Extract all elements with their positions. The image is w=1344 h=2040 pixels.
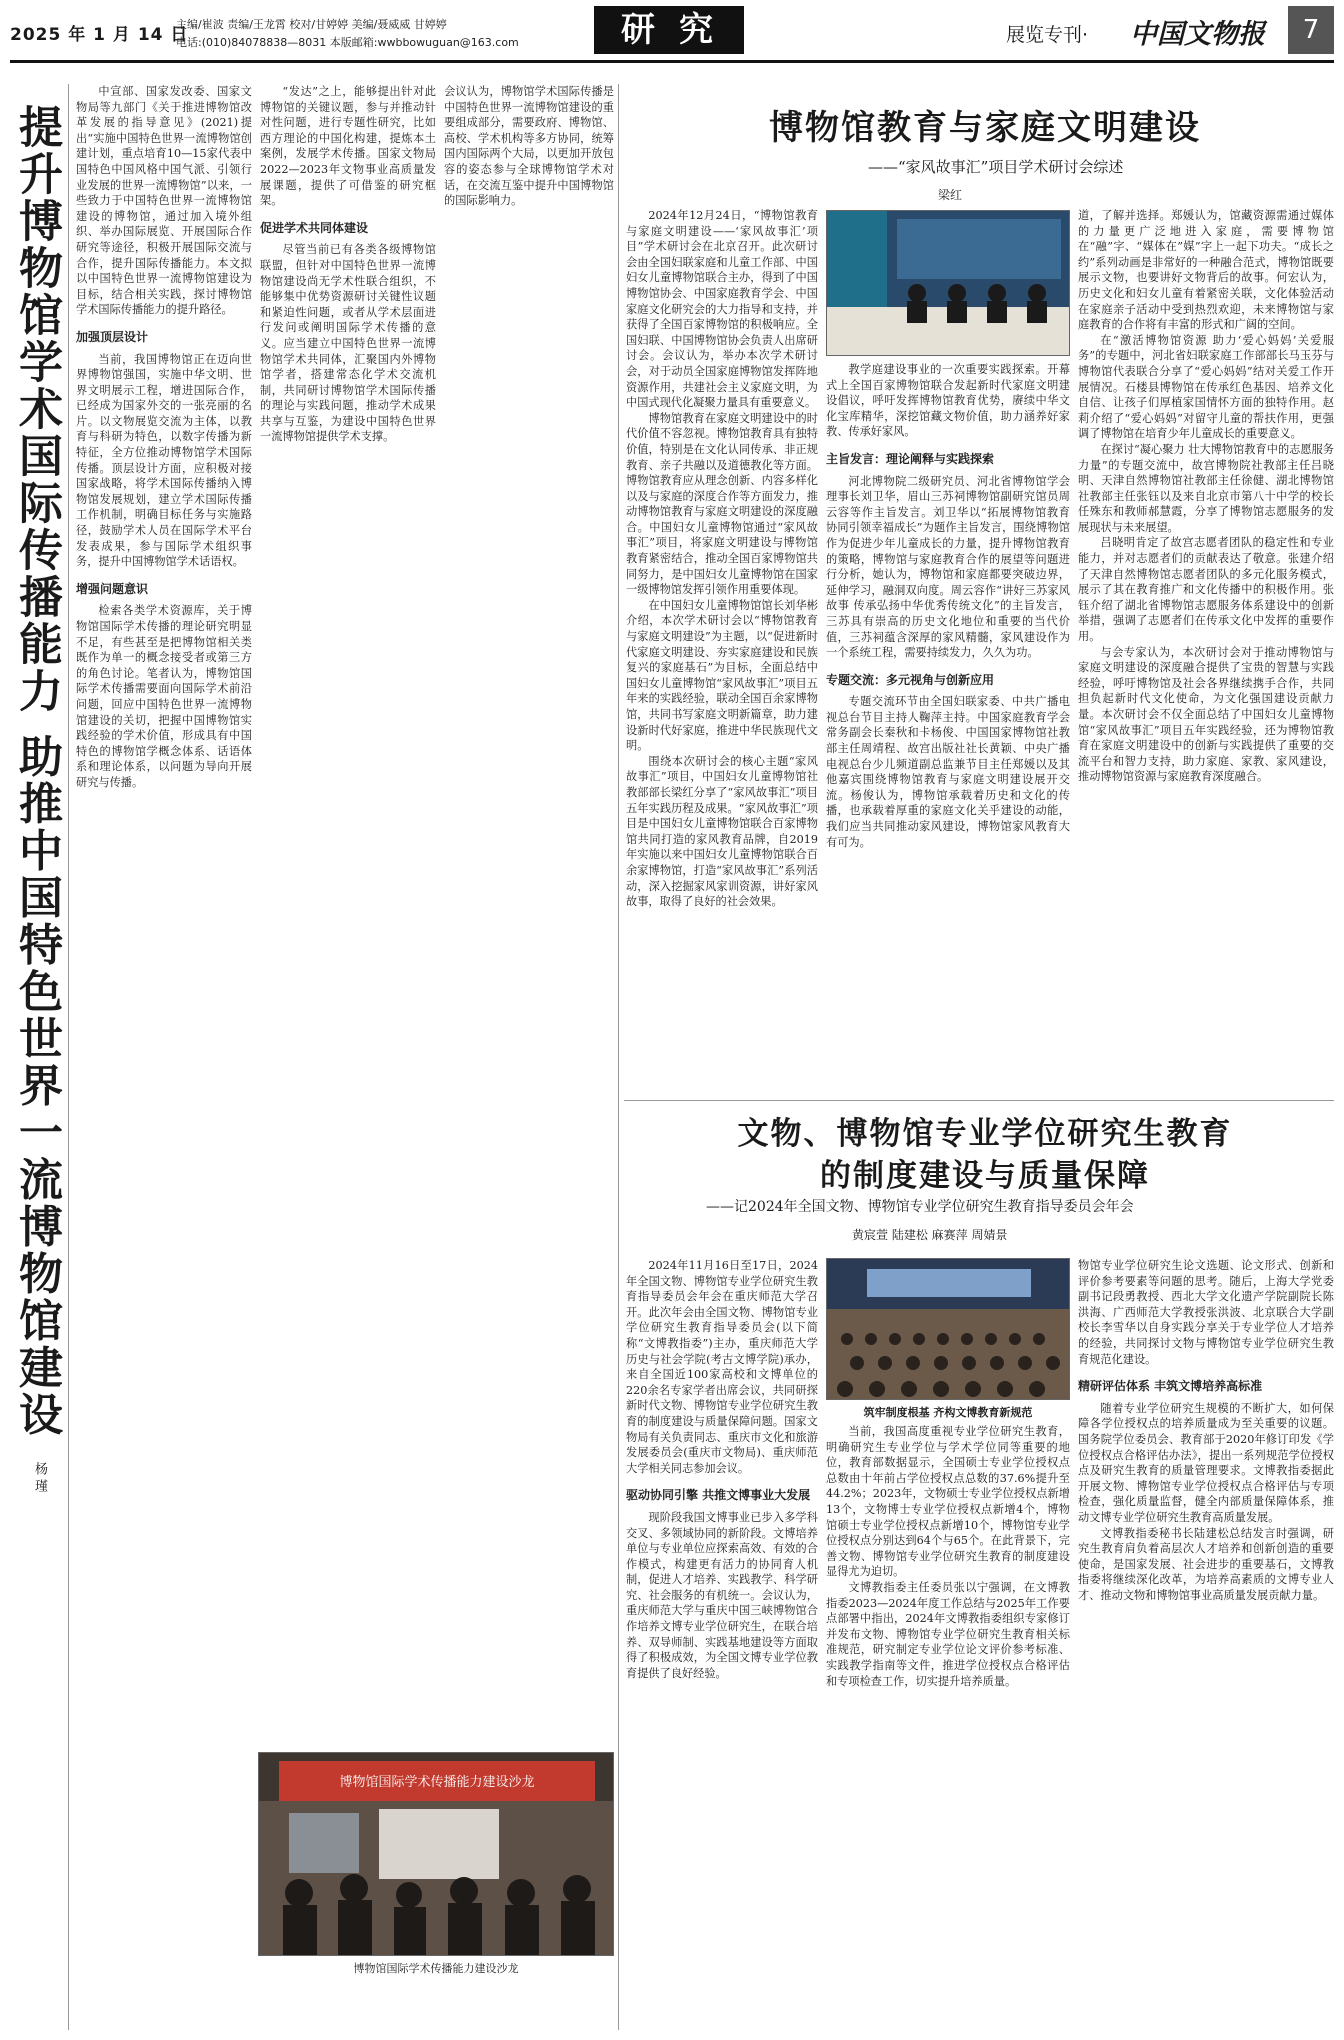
- article1-body-1: 当前，我国博物馆正在迈向世界博物馆强国，实施中华文明、世界文明展示工程，增进国际合作，已经成为国家外交的一张亮丽的名片。以文物展览交流为主体，以教育与科研为特色，以数字传播为新特征，全方位推动博物馆学术国际传播。顶层设计方面，应积极对接国家战略，将学术国际传播纳入博物馆发展规划，建立学术国际传播工作机制，明确目标任务与实施路径，鼓励学术人员在国际学术平台发表成果，参与国际学术组织事务，提升中国博物馆学术话语权。: [76, 352, 252, 569]
- article3-heading-1: 驱动协同引擎 共推文博事业大发展: [626, 1488, 811, 1503]
- column-divider: [618, 84, 619, 2030]
- article2-body-7: 专题交流环节由全国妇联家委、中共广播电视总台节目主持人鞠萍主持。中国家庭教育学会常务副会长秦秋和卡杨俊、中国国家博物馆社教部主任周靖程、故宫出版社社长黄颖、中央广播电视总台少儿频道副总监兼节目主任郑媛以及其他嘉宾围绕博物馆教育与家庭文明建设展开交流。杨俊认为，博物馆承载着历史和文化的传播，也承载着厚重的家庭文化关乎建设的动能，我们应当共同推动家风建设，博物馆家风教育大有可为。: [826, 695, 1070, 849]
- page-header: [0, 0, 1344, 62]
- article3-column-1: [626, 1258, 818, 1958]
- article1-column-1: [76, 84, 252, 1746]
- article1-body-3-cont: 会议认为，博物馆学术国际传播是中国特色世界一流博物馆建设的重要组成部分，需要政府、博物馆、高校、学术机构等多方协同，统筹国内国际两个大局，以更加开放包容的姿态参与全球博物馆学术对话，在交流互鉴中提升中国博物馆的国际影响力。: [444, 85, 614, 208]
- article3-photo-caption: 筑牢制度根基 齐构文博教育新规范: [863, 1406, 1033, 1419]
- article3-column-3: [1078, 1258, 1334, 1958]
- article3-column-2: [826, 1424, 1070, 1958]
- article2-column-1: [626, 208, 818, 1092]
- article2-body-2: 博物馆教育在家庭文明建设中的时代价值不容忽视。博物馆教育具有独特价值，特别是在文化认同传承、非正规教育、亲子共融以及道德教化等方面。博物馆教育应从理念创新、内容多样化以及与家庭的深度合作等方面发力，推动博物馆教育与家庭文明建设的深度融合。中国妇女儿童博物馆通过“家风故事汇”项目，将家庭文明建设与博物馆教育紧密结合，推动全国百家博物馆共同努力，是中国妇女儿童博物馆在国家一级博物馆发挥引领作用重要体现。: [626, 411, 818, 597]
- article2-body-1: 2024年12月24日，“博物馆教育与家庭文明建设——‘家风故事汇’项目”学术研讨会在北京召开。此次研讨会由全国妇联家庭和儿童工作部、中国妇女儿童博物馆联合主办，得到了中国博物馆协会、中国家庭教育学会、中国家庭文化研究会的大力指导和支持，并获得了全国百家博物馆的积极响应。全国妇联、中国博物馆协会负责人出席研讨会。会议认为，举办本次学术研讨会，对于动员全国家庭博物馆发挥阵地资源作用，共建社会主义家庭文明，为中国式现代化凝聚力量具有重要意义。: [626, 209, 818, 410]
- article2-photo: [826, 210, 1070, 356]
- header-rule: [10, 60, 1334, 63]
- article1-body-2: 检索各类学术资源库，关于博物馆国际学术传播的理论研究明显不足，有些甚至是把博物馆相关类既作为单一的概念接受者或第三方的角色讨论。笔者认为，博物馆国际学术传播需要面向国际学术前沿问题，回应中国特色世界一流博物馆建设的关切，把握中国博物馆实践经验的学术价值，形成具有中国特色的博物馆学概念体系、话语体系和理论体系，以问题为导向开展研究与传播。: [76, 604, 252, 789]
- article-divider: [624, 1100, 1334, 1101]
- article1-title: 提升博物馆学术国际传播能力 助推中国特色世界一流博物馆建设: [11, 104, 62, 1439]
- seminar-photo-illustration: [827, 211, 1070, 356]
- page-number: 7: [1288, 6, 1334, 54]
- article3-body-3: 当前，我国高度重视专业学位研究生教育，明确研究生专业学位与学术学位同等重要的地位，教育部数据显示，全国硕士专业学位授权点总数由十年前占学位授权点总数的37.6%提升至44.2%；2023年，文物硕士专业学位授权点新增13个，文物博士专业学位授权点新增4个，博物馆硕士专业学位授权点新增10个，博物馆专业学位授权点分别达到64个与65个。在此背景下，完善文物、博物馆专业学位研究生教育的制度建设显得尤为迫切。: [826, 1425, 1070, 1579]
- article2-body-11: 吕晓明肯定了故宫志愿者团队的稳定性和专业能力，并对志愿者们的贡献表达了敬意。张建介绍了天津自然博物馆志愿者团队的多元化服务模式，展示了其在教育推广和文化传播中的积极作用。张钰介绍了湖北省博物馆志愿服务体系建设中的创新举措，强调了志愿者们在传承文化中发挥的重要作用。: [1078, 536, 1334, 644]
- article2-body-5: 教学庭建设事业的一次重要实践探索。开幕式上全国百家博物馆联合发起新时代家庭文明建设倡议，呼吁发挥博物馆教育优势，赓续中华文化宝库精华，深挖馆藏文物价值，助力涵养好家教、传承好家风。: [826, 363, 1070, 439]
- photo-banner-text: 博物馆国际学术传播能力建设沙龙: [339, 1775, 535, 1790]
- article1-column-3: [444, 84, 614, 1746]
- article3-body-5: 物馆专业学位研究生论文选题、论文形式、创新和评价参考要素等问题的思考。随后，上海大学党委副书记段勇教授、西北大学文化遗产学院副院长陈洪海、广西师范大学教授张洪波、北京联合大学副校长李雪华以自身实践分享关于专业学位人才培养的经验，共同探讨文物与博物馆专业学位研究生教育规范化建设。: [1078, 1259, 1334, 1366]
- article1-heading-2: 增强问题意识: [76, 581, 149, 596]
- column-name: 展览专刊·: [1006, 24, 1089, 46]
- article1-heading-3: 促进学术共同体建设: [260, 220, 369, 235]
- article1-photo: [258, 1752, 614, 1956]
- article2-heading-2: 专题交流：多元视角与创新应用: [826, 672, 995, 687]
- article2-body-9: 在“激活博物馆资源 助力‘爱心妈妈’关爱服务”的专题中，河北省妇联家庭工作部部长马玉芬与博物馆代表联合分享了“爱心妈妈”结对关爱工作开展情况。石楼县博物馆在传承红色基因、培养文化自信、让孩子们厚植家国情怀方面的独特作用。赵莉介绍了“爱心妈妈”对留守儿童的帮扶作用，更强调了博物馆在培育少年儿童成长的重要意义。: [1078, 333, 1334, 441]
- article3-photo: [826, 1258, 1070, 1400]
- article1-intro: 中宣部、国家发改委、国家文物局等九部门《关于推进博物馆改革发展的指导意见》(2021)提出“实施中国特色世界一流博物馆创建计划，重点培育10—15家代表中国特色中国风格中国气派、引领行业发展的世界一流博物馆”以来，一些致力于中国特色世界一流博物馆建设的博物馆，通过加入境外组织、举办国际展览、开展国际合作研究等途径，积极开展国际交流与合作，提升国际传播能力。本文拟以中国特色世界一流博物馆建设为目标，结合相关实践，探讨博物馆学术国际传播能力的提升路径。: [76, 85, 252, 317]
- staff-line-2: 电话:(010)84078838—8031 本版邮箱:wwbbowuguan@163.com: [176, 36, 519, 49]
- article2-body-6: 河北博物院二级研究员、河北省博物馆学会理事长刘卫华，眉山三苏祠博物馆副研究馆员周云容等作主旨发言。刘卫华以“拓展博物馆教育 协同引领幸福成长”为题作主旨发言，围绕博物馆作为促进少年儿童成长的力量，提升博物馆教育的策略，博物馆与家庭教育合作的展望等问题进行分析，她认为，博物馆和家庭都要突破边界，延伸学习，融洞双向度。周云容作“讲好三苏家风故事 传承弘扬中华优秀传统文化”的主旨发言，三苏具有崇高的历史文化地位和重要的当代价值，三苏祠蕴含深厚的家风精髓，家风建设作为一个系统工程，需要持续发力，久久为功。: [826, 474, 1070, 660]
- article3-subtitle: ——记2024年全国文物、博物馆专业学位研究生教育指导委员会年会: [706, 1199, 1134, 1215]
- article1-photo-caption: 博物馆国际学术传播能力建设沙龙: [353, 1962, 519, 1975]
- article2-body-3: 在中国妇女儿童博物馆馆长刘华彬介绍，本次学术研讨会以“博物馆教育与家庭文明建设”为主题，以“促进新时代家庭文明建设、夯实家庭建设和民族复兴的家庭基石”为目标，全面总结中国妇女儿童博物馆“家风故事汇”项目五年来的实践经验，联动全国百余家博物馆，共同书写家庭文明新篇章，助力建设新时代好家庭，推进中华民族现代文明。: [626, 598, 818, 753]
- article2-column-3: [1078, 208, 1334, 1092]
- article2-column-2: [826, 362, 1070, 1092]
- salon-photo-illustration: [259, 1753, 614, 1956]
- article1-heading-1: 加强顶层设计: [76, 329, 149, 344]
- article1-body-3: “发达”之上，能够提出针对此博物馆的关键议题，参与并推动针对性问题，进行专题性研究，比如西方理论的中国化构建，提炼本土案例，发展学术传播。国家文物局2022—2023年文物事业高质量发展课题，提供了可借鉴的研究框架。: [260, 85, 436, 208]
- article2-subtitle: ——“家风故事汇”项目学术研讨会综述: [868, 158, 1124, 176]
- article2-body-10: 在探讨“凝心聚力 壮大博物馆教育中的志愿服务力量”的专题交流中，故宫博物院社教部主任吕晓明、天津自然博物馆社教部主任徐健、湖北博物馆社教部主任张钰以及来自北京市第八十中学的校长任殊东和教师郝慧霞，分享了博物馆志愿服务的发展现状与未来展望。: [1078, 442, 1334, 534]
- article2-heading-1: 主旨发言：理论阐释与实践探索: [826, 451, 995, 466]
- conference-photo-illustration: [827, 1259, 1070, 1400]
- article3-title-line-1: 文物、博物馆专业学位研究生教育: [737, 1116, 1233, 1152]
- article3-body-4: 文博教指委主任委员张以宁强调，在文博教指委2023—2024年度工作总结与2025年工作要点部署中指出，2024年文博教指委组织专家修订并发布文物、博物馆专业学位研究生教育相关标准规范，研究制定专业学位论文评价参考标准、实践教学指南等文件，推进学位授权点合格评估和专项检查工作，切实提升培养质量。: [826, 1580, 1070, 1688]
- newspaper-logo: 中国文物报: [1130, 19, 1265, 50]
- article3-body-1: 2024年11月16日至17日，2024年全国文物、博物馆专业学位研究生教育指导委员会年会在重庆师范大学召开。此次年会由全国文物、博物馆专业学位研究生教育指导委员会(以下简称“文博教指委”)主办，重庆师范大学历史与社会学院(考古文博学院)承办，来自全国近100家高校和文博单位的220余名专家学者出席会议，共同研探新时代文物、博物馆专业学位研究生教育的制度建设与质量保障问题。国家文物局有关负责同志、重庆市文化和旅游发展委员会(重庆市文物局)、重庆师范大学相关同志参加会议。: [626, 1259, 818, 1475]
- article3-heading-2: 精研评估体系 丰筑文博培养高标准: [1078, 1379, 1263, 1394]
- column-divider: [68, 84, 69, 2030]
- article2-author: 梁红: [938, 188, 963, 202]
- article3-body-2: 现阶段我国文博事业已步入多学科交叉、多领域协同的新阶段。文博培养单位与专业单位应探索高效、有效的合作模式，构建更有活力的协同育人机制，促进人才培养、实践教学、科学研究、社会服务的有机统一。会议认为，重庆师范大学与重庆中国三峡博物馆合作培养文博专业学位研究生，在联合培养、双导师制、实践基地建设等方面取得了积极成效，为全国文博专业学位教育提供了良好经验。: [626, 1510, 818, 1680]
- issue-date: 2025 年 1 月 14 日: [10, 25, 189, 45]
- article2-title: 博物馆教育与家庭文明建设: [769, 108, 1201, 148]
- article2-body-8: 道，了解并选择。郑媛认为，馆藏资源需通过媒体的力量更广泛地进入家庭，需要博物馆在“融”字、“媒体在”媒”字上一起下功夫。“成长之约”系列动画是非常好的一种融合范式，博物馆既要展示文物，也要讲好文物背后的故事。何宏认为，历史文化和妇女儿童有着紧密关联，文化体验活动在家庭亲子活动中受到热烈欢迎，未来博物馆与家庭教育的合作将有丰富的形式和广阔的空间。: [1078, 209, 1334, 332]
- article1-body-4: 尽管当前已有各类各级博物馆联盟，但针对中国特色世界一流博物馆建设尚无学术性联合组织，不能够集中优势资源研讨关键性议题和紧迫性问题，或者从学术层面进行发问或阐明国际学术传播的意义。应当建立中国特色世界一流博物馆学术共同体，汇聚国内外博物馆学者，搭建常态化学术交流机制，共同研讨博物馆学术国际传播的理论与实践问题，推动学术成果共享与互鉴，为建设中国特色世界一流博物馆提供学术支撑。: [260, 243, 436, 444]
- article2-body-12: 与会专家认为，本次研讨会对于推动博物馆与家庭文明建设的深度融合提供了宝贵的智慧与实践经验，呼吁博物馆及社会各界继续携手合作，共同担负起新时代文化使命，为文化强国建设贡献力量。本次研讨会不仅全面总结了中国妇女儿童博物馆“家风故事汇”项目五年实践经验，还为博物馆教育在家庭文明建设中的创新与实践提供了重要的交流平台和智力支持，助力家庭、家教、家风建设，推动博物馆资源与家庭教育深度融合。: [1078, 645, 1334, 784]
- article1-author: 杨瑾: [32, 1462, 47, 1496]
- article3-body-7: 文博教指委秘书长陆建松总结发言时强调，研究生教育肩负着高层次人才培养和创新创造的重要使命，是国家发展、社会进步的重要基石，文博教指委将继续深化改革，为培养高素质的文博专业人才、推动文物和博物馆事业高质量发展贡献力量。: [1078, 1526, 1334, 1602]
- article2-body-4: 围绕本次研讨会的核心主题“家风故事汇”项目，中国妇女儿童博物馆社教部部长梁红分享了“家风故事汇”项目五年实践历程及成果。“家风故事汇”项目是中国妇女儿童博物馆联合百家博物馆共同打造的家风教育品牌，自2019年实施以来中国妇女儿童博物馆联合百余家博物馆，打造“家风故事汇”系列活动，深入挖掘家风家训资源，讲好家风故事，取得了良好的社会效果。: [626, 754, 818, 909]
- article1-column-2: [260, 84, 436, 1746]
- staff-line-1: 主编/崔波 责编/王龙霄 校对/甘婷婷 美编/聂威威 甘婷婷: [176, 18, 447, 31]
- article3-authors: 黄宸萱 陆建松 麻赛萍 周婧景: [852, 1228, 1008, 1242]
- section-label: 研究: [594, 6, 744, 54]
- article3-body-6: 随着专业学位研究生规模的不断扩大，如何保障各学位授权点的培养质量成为至关重要的议题。国务院学位委员会、教育部于2020年修订印发《学位授权点合格评估办法》，提出一系列规范学位授权点及研究生教育的质量管理要求。文博教指委据此开展文物、博物馆专业学位授权点合格评估与专项检查，强化质量监督，健全内部质量保障体系，推动文博专业学位研究生教育高质量发展。: [1078, 1401, 1334, 1524]
- article3-title-line-2: 的制度建设与质量保障: [820, 1158, 1150, 1194]
- staff-credits: [176, 16, 519, 52]
